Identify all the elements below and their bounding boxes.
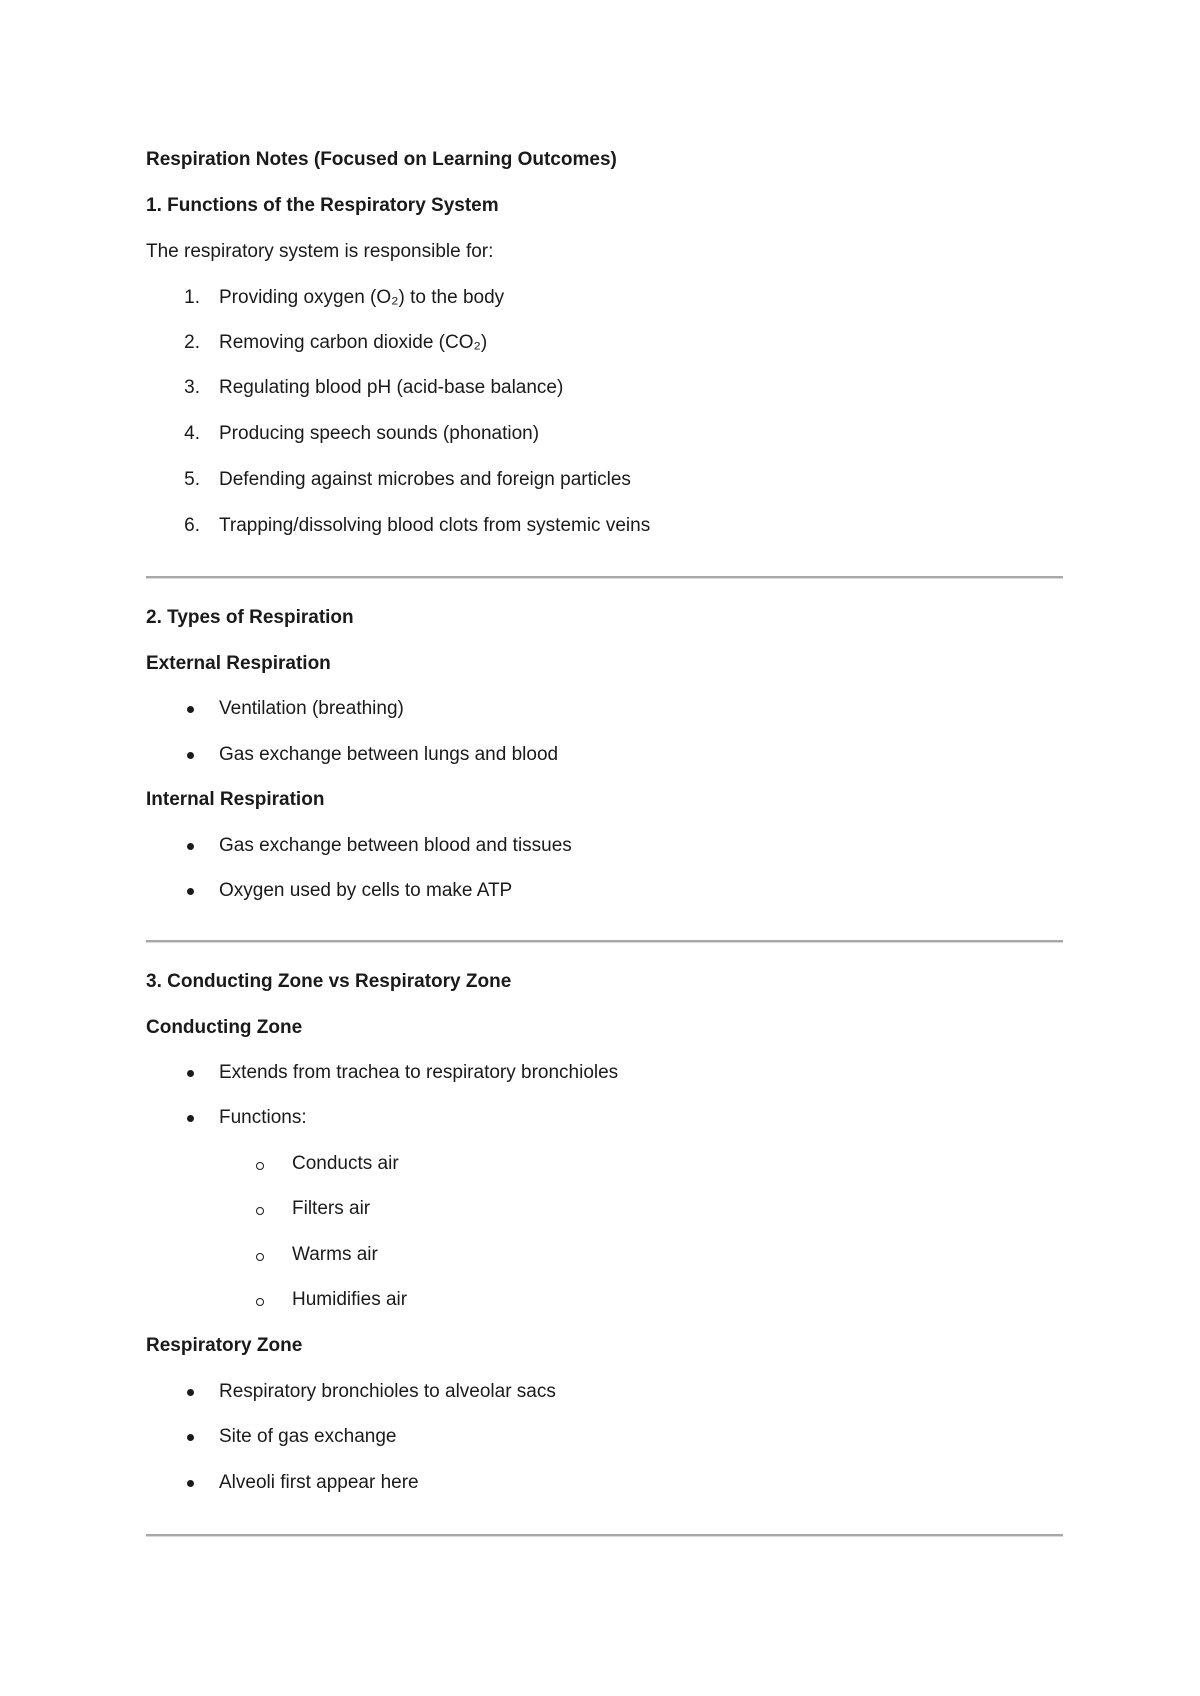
section-1-heading: 1. Functions of the Respiratory System (146, 195, 499, 216)
horizontal-rule (146, 576, 1063, 578)
list-item-text: Functions: (219, 1107, 307, 1128)
list-item-text: Alveoli first appear here (219, 1472, 419, 1493)
respiratory-zone-title: Respiratory Zone (146, 1335, 303, 1356)
bullet-icon (187, 1115, 194, 1122)
list-item-text: Gas exchange between lungs and blood (219, 744, 559, 765)
list-item-text: Defending against microbes and foreign particles (219, 469, 631, 490)
bullet-icon (187, 1434, 194, 1441)
hollow-bullet-icon (256, 1298, 264, 1306)
list-item-text: Regulating blood pH (acid-base balance) (219, 377, 564, 398)
external-respiration-title: External Respiration (146, 653, 331, 674)
conducting-zone-title: Conducting Zone (146, 1017, 303, 1038)
hollow-bullet-icon (256, 1253, 264, 1261)
list-item-text: Respiratory bronchioles to alveolar sacs (219, 1381, 556, 1402)
sublist-item-text: Filters air (292, 1198, 371, 1219)
list-item-text: Oxygen used by cells to make ATP (219, 880, 513, 901)
list-number: 1. (184, 287, 200, 308)
bullet-icon (187, 888, 194, 895)
bullet-icon (187, 1070, 194, 1077)
section-2-heading: 2. Types of Respiration (146, 607, 354, 628)
list-item-text: Trapping/dissolving blood clots from systemic veins (219, 515, 651, 536)
list-item-text: Extends from trachea to respiratory bronchioles (219, 1062, 619, 1083)
bullet-icon (187, 752, 194, 759)
hollow-bullet-icon (256, 1162, 264, 1170)
sublist-item-text: Warms air (292, 1244, 378, 1265)
section-1-intro: The respiratory system is responsible for: (146, 241, 494, 262)
list-number: 5. (184, 469, 200, 490)
list-item-text: Removing carbon dioxide (CO₂) (219, 332, 488, 353)
bullet-icon (187, 706, 194, 713)
bullet-icon (187, 843, 194, 850)
internal-respiration-title: Internal Respiration (146, 789, 325, 810)
hollow-bullet-icon (256, 1207, 264, 1215)
list-number: 4. (184, 423, 200, 444)
list-number: 2. (184, 332, 200, 353)
list-item-text: Producing speech sounds (phonation) (219, 423, 540, 444)
bullet-icon (187, 1480, 194, 1487)
sublist-item-text: Humidifies air (292, 1289, 408, 1310)
section-3-heading: 3. Conducting Zone vs Respiratory Zone (146, 971, 512, 992)
horizontal-rule (146, 940, 1063, 942)
list-item-text: Site of gas exchange (219, 1426, 397, 1447)
list-item-text: Gas exchange between blood and tissues (219, 835, 572, 856)
list-number: 3. (184, 377, 200, 398)
list-number: 6. (184, 515, 200, 536)
sublist-item-text: Conducts air (292, 1153, 399, 1174)
list-item-text: Ventilation (breathing) (219, 698, 404, 719)
bullet-icon (187, 1389, 194, 1396)
document-title: Respiration Notes (Focused on Learning Outcomes) (146, 149, 617, 170)
horizontal-rule (146, 1534, 1063, 1536)
list-item-text: Providing oxygen (O₂) to the body (219, 287, 505, 308)
